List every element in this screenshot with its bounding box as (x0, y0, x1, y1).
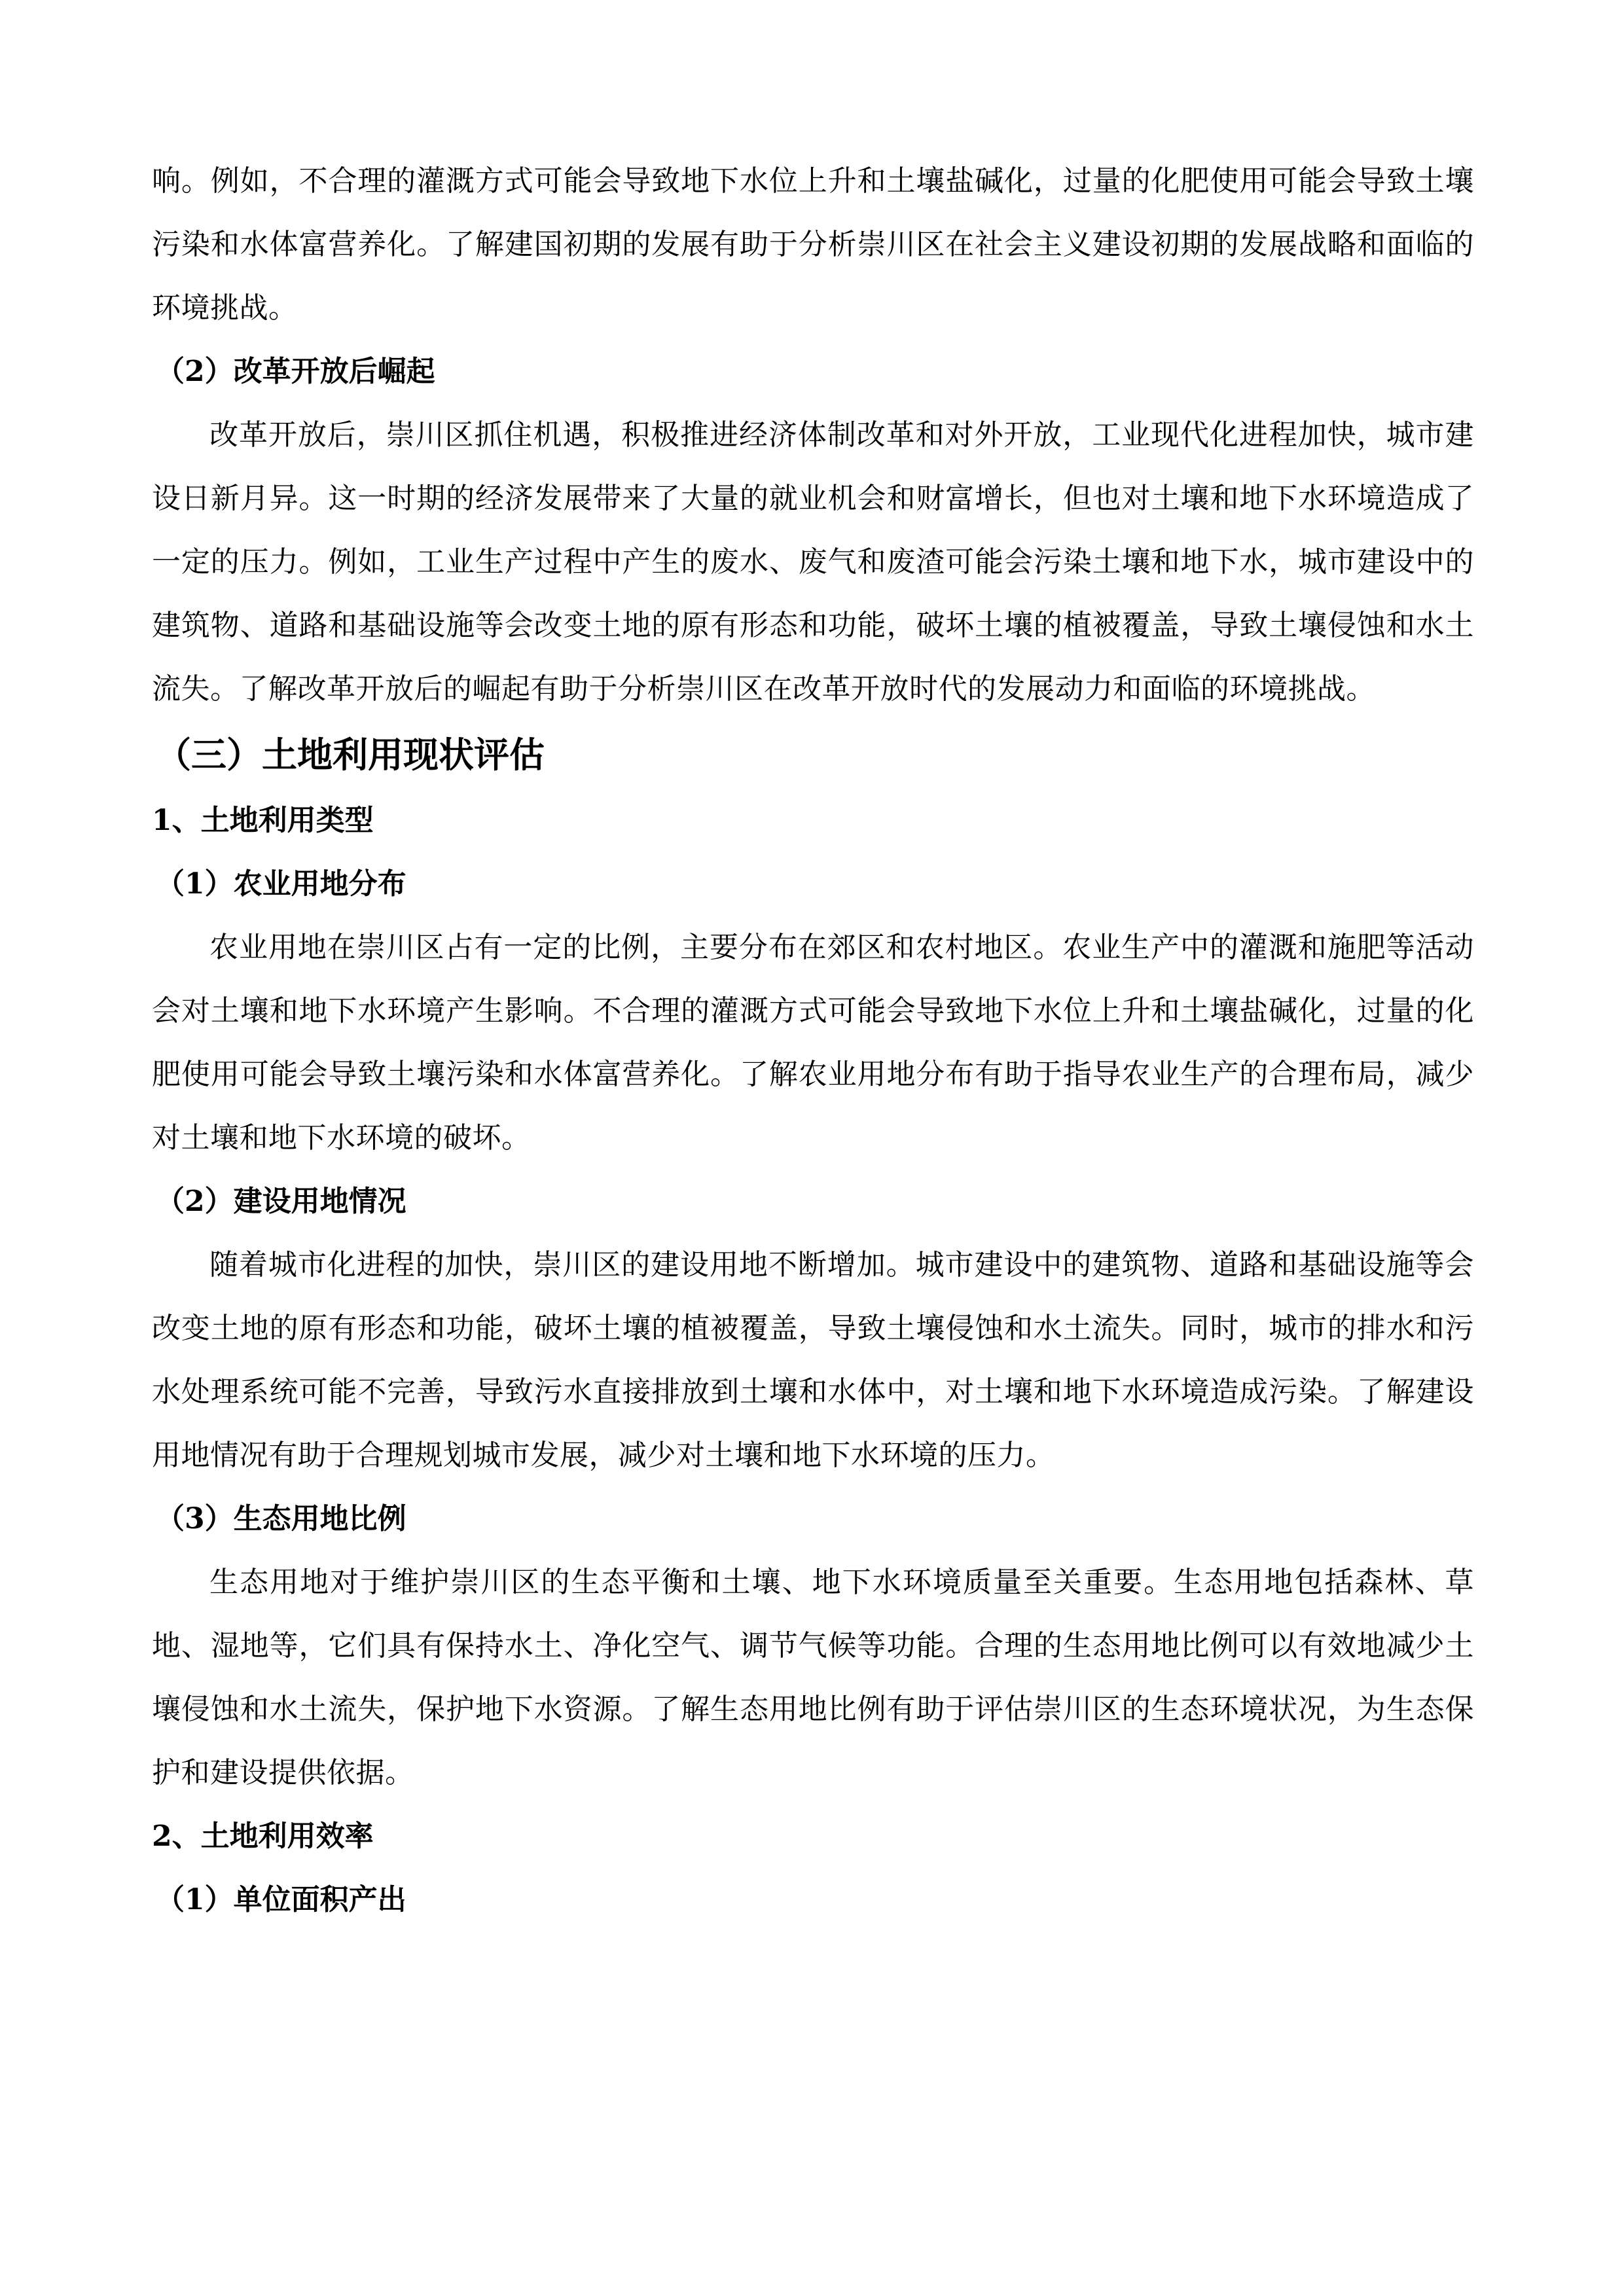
section-heading-land-use-assessment: （三）土地利用现状评估 (156, 734, 545, 776)
paragraph-construction-land: 随着城市化进程的加快，崇川区的建设用地不断增加。城市建设中的建筑物、道路和基础设施等会改变土地的原有形态和功能，破坏土壤的植被覆盖，导致土壤侵蚀和水土流失。同时，城市的排水和污水处理系统可能不完善，导致污水直接排放到土壤和水体中，对土壤和地下水环境造成污染。了解建设用地情况有助于合理规划城市发展，减少对土壤和地下水环境的压力。 (152, 1248, 1474, 1472)
paragraph-continuation: 响。例如，不合理的灌溉方式可能会导致地下水位上升和土壤盐碱化，过量的化肥使用可能会导致土壤污染和水体富营养化。了解建国初期的发展有助于分析崇川区在社会主义建设初期的发展战略和面临的环境挑战。 (152, 164, 1474, 325)
document-page (152, 149, 1474, 1931)
heading-land-use-efficiency: 2、土地利用效率 (152, 1820, 374, 1853)
paragraph-ecological-land: 生态用地对于维护崇川区的生态平衡和土壤、地下水环境质量至关重要。生态用地包括森林、草地、湿地等，它们具有保持水土、净化空气、调节气候等功能。合理的生态用地比例可以有效地减少土壤侵蚀和水土流失，保护地下水资源。了解生态用地比例有助于评估崇川区的生态环境状况，为生态保护和建设提供依据。 (152, 1566, 1474, 1789)
subheading-output-per-area: （1）单位面积产出 (156, 1883, 406, 1916)
subheading-reform-rise: （2）改革开放后崛起 (156, 355, 435, 388)
heading-land-use-types: 1、土地利用类型 (152, 804, 374, 837)
subheading-agricultural-land: （1）农业用地分布 (156, 867, 406, 901)
paragraph-agricultural-land: 农业用地在崇川区占有一定的比例，主要分布在郊区和农村地区。农业生产中的灌溉和施肥等活动会对土壤和地下水环境产生影响。不合理的灌溉方式可能会导致地下水位上升和土壤盐碱化，过量的化肥使用可能会导致土壤污染和水体富营养化。了解农业用地分布有助于指导农业生产的合理布局，减少对土壤和地下水环境的破坏。 (152, 931, 1474, 1155)
paragraph-reform: 改革开放后，崇川区抓住机遇，积极推进经济体制改革和对外开放，工业现代化进程加快，城市建设日新月异。这一时期的经济发展带来了大量的就业机会和财富增长，但也对土壤和地下水环境造成了一定的压力。例如，工业生产过程中产生的废水、废气和废渣可能会污染土壤和地下水，城市建设中的建筑物、道路和基础设施等会改变土地的原有形态和功能，破坏土壤的植被覆盖，导致土壤侵蚀和水土流失。了解改革开放后的崛起有助于分析崇川区在改革开放时代的发展动力和面临的环境挑战。 (152, 418, 1474, 706)
subheading-construction-land: （2）建设用地情况 (156, 1185, 406, 1218)
subheading-ecological-land: （3）生态用地比例 (156, 1502, 406, 1535)
